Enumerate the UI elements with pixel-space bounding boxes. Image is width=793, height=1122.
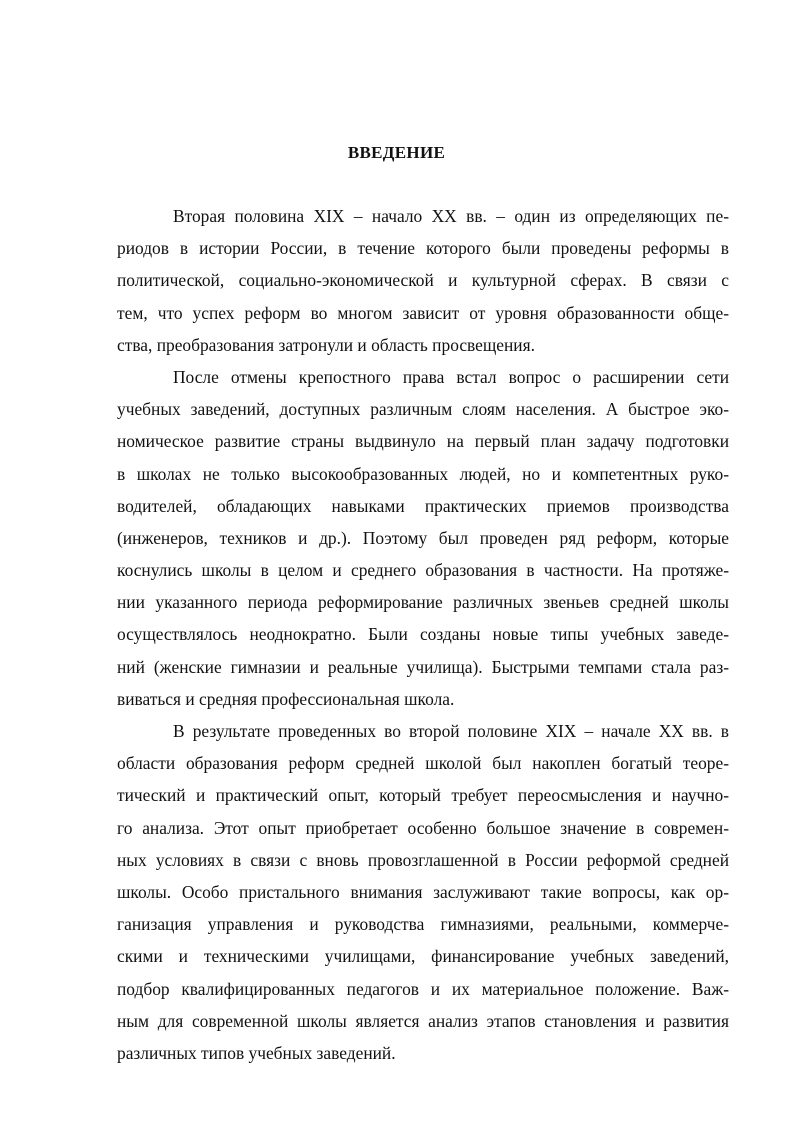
paragraph-2 [117,361,729,715]
text-line: коснулись школы в целом и среднего образования в частности. На протяже- [117,560,729,581]
text-line: В результате проведенных во второй половине XIX – начале XX вв. в [173,721,729,741]
text-line: риодов в истории России, в течение которого были проведены реформы в [117,238,729,259]
text-line: различных типов учебных заведений. [117,1042,396,1063]
text-line: учебных заведений, доступных различным слоям населения. А быстрое эко- [117,399,729,420]
text-line: тем, что успех реформ во многом зависит от уровня образованности обще- [117,302,729,323]
text-line: нии указанного периода реформирование различных звеньев средней школы [117,592,729,613]
text-line: тический и практический опыт, который требует переосмысления и научно- [117,785,729,806]
text-line: ства, преобразования затронули и область просвещения. [117,334,535,355]
text-line: скими и техническими училищами, финансирование учебных заведений, [117,946,729,967]
paragraph-1 [117,200,729,361]
text-line: школы. Особо пристального внимания заслуживают такие вопросы, как ор- [117,881,729,902]
text-line: ных условиях в связи с вновь провозглашенной в России реформой средней [117,849,729,870]
text-line: ным для современной школы является анализ этапов становления и развития [117,1010,729,1031]
text-line: го анализа. Этот опыт приобретает особенно большое значение в современ- [117,817,729,838]
text-line: Вторая половина XIX – начало XX вв. – один из определяющих пе- [173,206,729,226]
paragraph-3 [117,715,729,1069]
text-line: в школах не только высокообразованных людей, но и компетентных руко- [117,463,729,484]
text-line: области образования реформ средней школой был накоплен богатый теоре- [117,753,729,774]
text-line: ний (женские гимназии и реальные училища). Быстрыми темпами стала раз- [117,656,729,677]
text-line: ганизация управления и руководства гимназиями, реальными, коммерче- [117,914,729,935]
text-line: осуществлялось неоднократно. Были созданы новые типы учебных заведе- [117,624,729,645]
text-line: водителей, обладающих навыками практических приемов производства [117,495,729,516]
text-line: (инженеров, техников и др.). Поэтому был проведен ряд реформ, которые [117,527,729,548]
page-title: ВВЕДЕНИЕ [347,143,446,162]
text-line: После отмены крепостного права встал вопрос о расширении сети [173,366,729,387]
text-line: виваться и средняя профессиональная школа. [117,688,455,709]
body-text [117,200,729,1069]
text-line: политической, социально-экономической и культурной сферах. В связи с [117,270,729,291]
text-line: номическое развитие страны выдвинуло на первый план задачу подготовки [117,431,729,452]
text-line: подбор квалифицированных педагогов и их материальное положение. Важ- [117,978,729,999]
